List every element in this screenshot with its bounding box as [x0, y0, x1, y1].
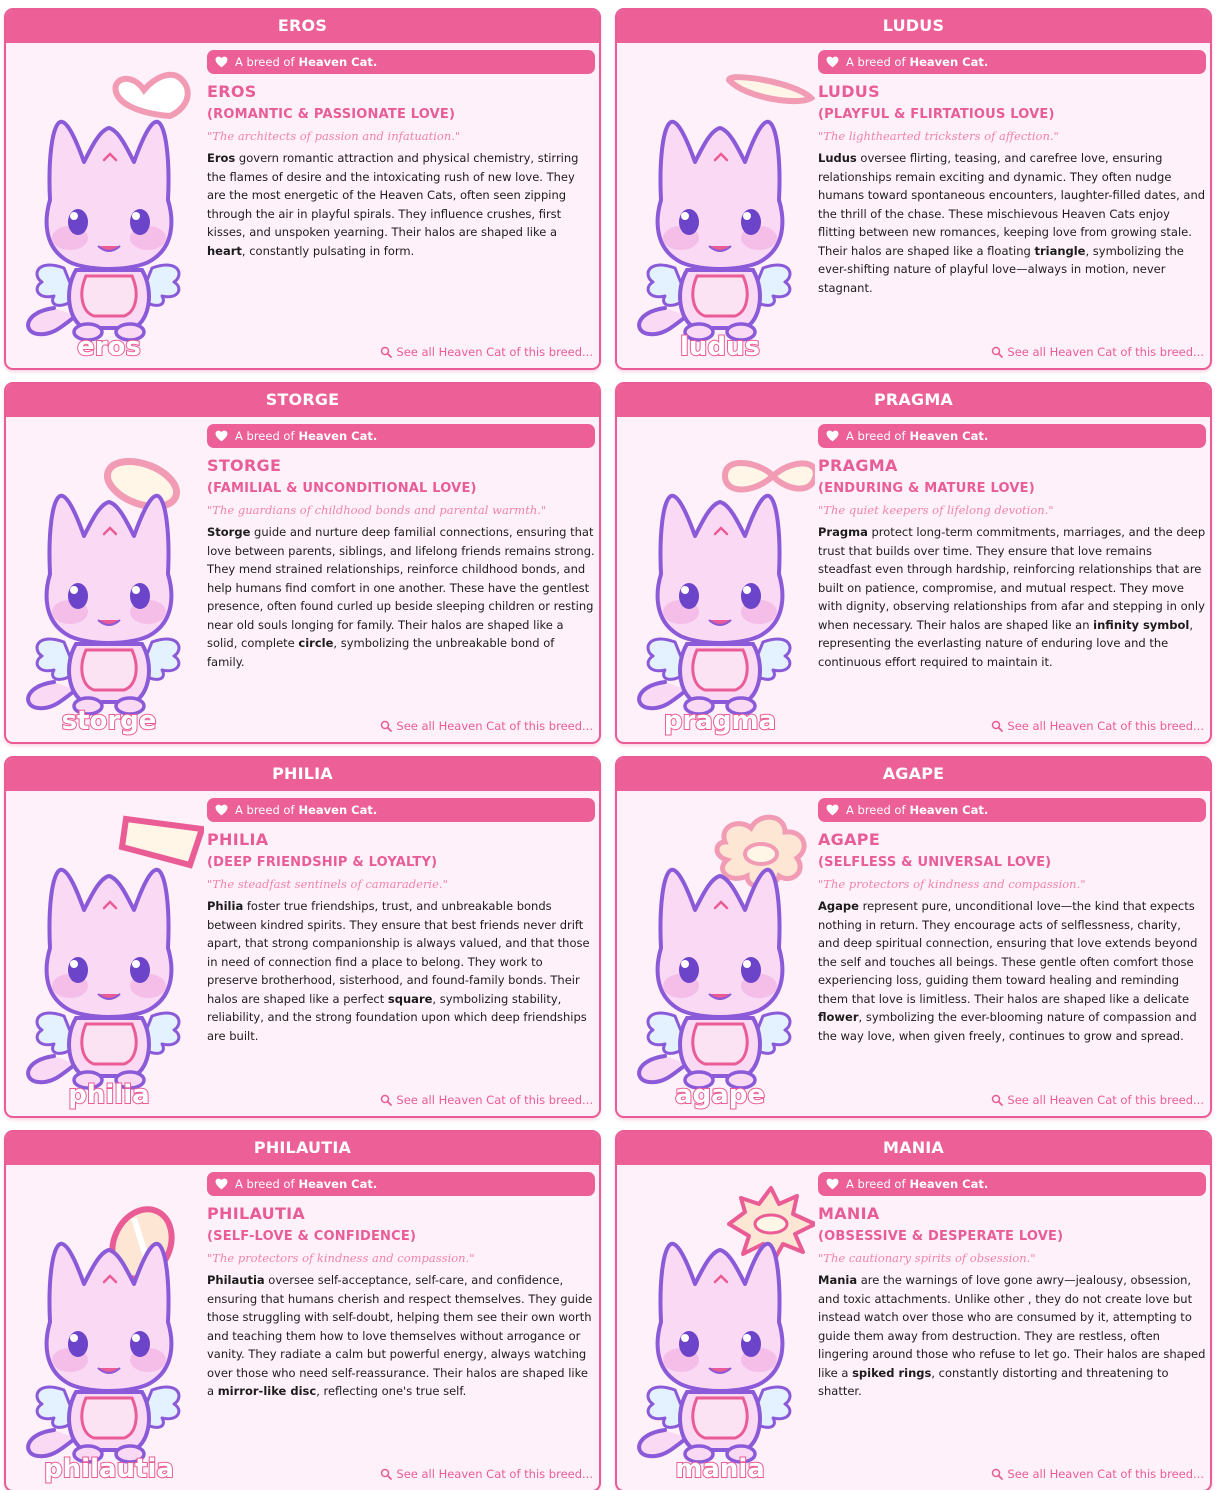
breed-card-storge [4, 382, 601, 744]
breed-card-agape [615, 756, 1212, 1118]
desc-bold-text: Agape [818, 899, 859, 913]
cat-illustration [14, 798, 204, 1118]
breed-card-philia [4, 756, 601, 1118]
breed-description [818, 523, 1206, 671]
breed-badge [207, 424, 595, 448]
breed-name-link[interactable]: Heaven Cat. [909, 55, 989, 69]
cat-name-label: pragma [663, 706, 777, 736]
desc-bold-text: spiked rings [852, 1365, 932, 1380]
breed-quote: "The architects of passion and infatuation." [207, 129, 461, 143]
cat-name-label: ludus [679, 332, 761, 362]
breed-description [207, 897, 595, 1045]
breed-description [818, 897, 1206, 1045]
card-header: PRAGMA [617, 384, 1210, 417]
breed-name-link[interactable]: Heaven Cat. [298, 1177, 378, 1191]
breed-badge [207, 798, 595, 822]
breed-quote: "The steadfast sentinels of camaraderie." [207, 877, 448, 891]
breed-badge [207, 1172, 595, 1196]
breed-description [818, 1271, 1206, 1401]
breed-title: EROS [207, 82, 257, 101]
breed-prefix: A breed of [235, 1177, 295, 1191]
breed-prefix: A breed of [846, 1177, 906, 1191]
cat-name-label: philia [68, 1080, 150, 1110]
breed-prefix: A breed of [846, 55, 906, 69]
breed-prefix: A breed of [846, 429, 906, 443]
see-all-label: See all Heaven Cat of this breed... [396, 345, 593, 359]
breed-name-link[interactable]: Heaven Cat. [298, 429, 378, 443]
desc-text: , symbolizing stability, reliability, and the strong foundation upon which deep friendships are built. [207, 991, 587, 1043]
cat-illustration [625, 1172, 815, 1490]
breed-name-link[interactable]: Heaven Cat. [909, 429, 989, 443]
breed-prefix: A breed of [235, 429, 295, 443]
breed-quote: "The protectors of kindness and compassion." [818, 877, 1086, 891]
heart-icon [826, 56, 839, 68]
breed-description [207, 149, 595, 260]
breed-name-link[interactable]: Heaven Cat. [909, 803, 989, 817]
see-all-label: See all Heaven Cat of this breed... [1007, 1093, 1204, 1107]
desc-bold-text: square [387, 991, 433, 1006]
breed-badge [818, 50, 1206, 74]
search-icon [380, 720, 392, 732]
breed-quote: "The lighthearted tricksters of affection." [818, 129, 1059, 143]
cat-illustration [625, 424, 815, 744]
see-all-label: See all Heaven Cat of this breed... [396, 719, 593, 733]
card-content [818, 424, 1206, 671]
desc-text: represent pure, unconditional love—the kind that expects nothing in return. They encourage acts of selflessness, charity, and deep spiritual connection, ensuring that love extends beyond the self and touches all beings. These gentle often comfort those experiencing loss, guiding them toward healing and reminding them that love is limitless. Their halos are shaped like a delicate [818, 899, 1198, 1006]
breed-card-eros [4, 8, 601, 370]
desc-bold-text: heart [207, 243, 242, 258]
breed-name-link[interactable]: Heaven Cat. [298, 803, 378, 817]
breed-subtitle: (FAMILIAL & UNCONDITIONAL LOVE) [207, 481, 477, 496]
breed-name-link[interactable]: Heaven Cat. [909, 1177, 989, 1191]
breed-title: PRAGMA [818, 456, 898, 475]
desc-text: , representing the everlasting nature of enduring love and the continuous effort required to maintain it. [818, 617, 1194, 669]
heart-icon [215, 56, 228, 68]
desc-text: govern romantic attraction and physical chemistry, stirring the flames of desire and the intoxicating rush of new love. They are the most energetic of the Heaven Cats, often seen zipping through the air in playful spirals. They influence crushes, first kisses, and unspoken yearning. Their halos are shaped like a [207, 151, 579, 239]
search-icon [991, 1468, 1003, 1480]
see-all-link[interactable] [991, 1467, 1204, 1481]
search-icon [991, 1094, 1003, 1106]
triangle-halo-icon [729, 77, 811, 101]
square-halo-icon [122, 819, 202, 865]
see-all-link[interactable] [991, 1093, 1204, 1107]
breed-description [818, 149, 1206, 297]
card-content [818, 798, 1206, 1045]
breed-card-pragma [615, 382, 1212, 744]
cat-name-label: eros [77, 332, 141, 362]
desc-text: oversee flirting, teasing, and carefree love, ensuring relationships remain exciting and dynamic. They often nudge humans toward spontaneous encounters, laughter-filled dates, and the thrill of the chase. These mischievous Heaven Cats enjoy flitting between new romances, keeping love from growing stale. Their halos are shaped like a floating [818, 151, 1206, 258]
desc-text: oversee self-acceptance, self-care, and confidence, ensuring that humans cherish and respect themselves. They guide those struggling with self-doubt, helping them see their own worth and teaching them how to love themselves without arrogance or vanity. They radiate a calm but powerful energy, always watching over those who need self-reassurance. Their halos are shaped like a [207, 1273, 593, 1398]
breed-subtitle: (ENDURING & MATURE LOVE) [818, 481, 1035, 496]
card-header: LUDUS [617, 10, 1210, 43]
desc-bold-text: Philautia [207, 1273, 265, 1287]
desc-text: guide and nurture deep familial connections, ensuring that love between parents, siblings, and lifelong friends remains strong. They mend strained relationships, reinforce childhood bonds, and help humans find comfort in one another. These have the gentlest presence, often found curled up beside sleeping children or resting near old souls longing for family. Their halos are shaped like a solid, complete [207, 525, 595, 650]
heart-halo-icon [115, 75, 187, 116]
see-all-link[interactable] [380, 1093, 593, 1107]
desc-text: are the warnings of love gone awry—jealousy, obsession, and toxic attachments. Unlike other , they do not create love but instead watch over those who are consumed by it, attempting to guide them away from destruction. They are restless, often lingering around those who refuse to let go. Their halos are shaped like a [818, 1273, 1206, 1380]
cat-icon [625, 798, 815, 1118]
desc-bold-text: Pragma [818, 525, 868, 539]
search-icon [991, 720, 1003, 732]
card-content [818, 50, 1206, 297]
card-header: PHILIA [6, 758, 599, 791]
cat-name-label: philautia [44, 1454, 174, 1484]
cat-illustration [625, 798, 815, 1118]
breed-title: MANIA [818, 1204, 880, 1223]
desc-text: foster true friendships, trust, and unbreakable bonds between kindred spirits. They ensure that best friends never drift apart, that strong companionship is always valued, and that those in need of connection find a place to belong. They work to preserve brotherhood, sisterhood, and found-family bonds. Their halos are shaped like a perfect [207, 899, 590, 1006]
cat-name-label: agape [675, 1080, 765, 1110]
see-all-link[interactable] [380, 1467, 593, 1481]
card-content [207, 424, 595, 671]
breed-card-ludus [615, 8, 1212, 370]
cat-icon [14, 798, 204, 1118]
breed-badge [818, 1172, 1206, 1196]
cat-illustration [14, 50, 204, 370]
desc-bold-text: Storge [207, 525, 251, 539]
breed-name-link[interactable]: Heaven Cat. [298, 55, 378, 69]
heart-icon [215, 1178, 228, 1190]
breed-quote: "The protectors of kindness and compassion." [207, 1251, 475, 1265]
breed-subtitle: (ROMANTIC & PASSIONATE LOVE) [207, 107, 456, 122]
desc-bold-text: Mania [818, 1273, 858, 1287]
see-all-label: See all Heaven Cat of this breed... [1007, 1467, 1204, 1481]
card-header: AGAPE [617, 758, 1210, 791]
search-icon [380, 346, 392, 358]
cat-icon [625, 1172, 815, 1490]
card-header: MANIA [617, 1132, 1210, 1165]
breed-card-mania [615, 1130, 1212, 1490]
desc-bold-text: mirror-like disc [217, 1384, 317, 1398]
desc-text: , constantly distorting and threatening to shatter. [818, 1365, 1169, 1398]
search-icon [991, 346, 1003, 358]
card-content [818, 1172, 1206, 1401]
cat-illustration [14, 424, 204, 744]
card-content [207, 1172, 595, 1401]
desc-text: protect long-term commitments, marriages, and the deep trust that builds over time. They ensure that love remains steadfast even through hardship, reinforcing relationships that are built on patience, compromise, and mutual respect. They move with dignity, observing relationships from afar and stepping in only when necessary. Their halos are shaped like an [818, 525, 1206, 632]
cat-icon [14, 424, 204, 744]
desc-bold-text: infinity symbol [1093, 617, 1190, 632]
see-all-label: See all Heaven Cat of this breed... [1007, 345, 1204, 359]
desc-bold-text: flower [818, 1010, 859, 1024]
desc-text: , constantly pulsating in form. [241, 243, 415, 258]
desc-bold-text: Eros [207, 151, 236, 165]
cat-icon [625, 424, 815, 744]
breed-title: STORGE [207, 456, 282, 475]
heart-icon [826, 430, 839, 442]
cat-illustration [625, 50, 815, 370]
see-all-link[interactable] [380, 719, 593, 733]
card-header: STORGE [6, 384, 599, 417]
breed-title: PHILIA [207, 830, 269, 849]
breed-subtitle: (PLAYFUL & FLIRTATIOUS LOVE) [818, 107, 1055, 122]
card-header: PHILAUTIA [6, 1132, 599, 1165]
see-all-link[interactable] [380, 345, 593, 359]
see-all-label: See all Heaven Cat of this breed... [1007, 719, 1204, 733]
search-icon [380, 1094, 392, 1106]
cat-name-label: mania [675, 1454, 765, 1484]
desc-bold-text: circle [298, 636, 334, 650]
breed-subtitle: (OBSESSIVE & DESPERATE LOVE) [818, 1229, 1064, 1244]
see-all-link[interactable] [991, 719, 1204, 733]
search-icon [380, 1468, 392, 1480]
heart-icon [215, 804, 228, 816]
desc-text: , symbolizing the ever-blooming nature of compassion and the way love, when given freely, continues to grow and spread. [818, 1010, 1197, 1043]
breed-badge [818, 424, 1206, 448]
heart-icon [826, 804, 839, 816]
desc-bold-text: Philia [207, 899, 244, 913]
breed-quote: "The quiet keepers of lifelong devotion." [818, 503, 1054, 517]
see-all-link[interactable] [991, 345, 1204, 359]
breed-description [207, 1271, 595, 1401]
breed-prefix: A breed of [846, 803, 906, 817]
card-header: EROS [6, 10, 599, 43]
breed-quote: "The guardians of childhood bonds and parental warmth." [207, 503, 547, 517]
card-content [207, 50, 595, 260]
desc-text: , symbolizing the unbreakable bond of family. [207, 636, 555, 669]
breed-title: PHILAUTIA [207, 1204, 306, 1223]
heart-icon [826, 1178, 839, 1190]
breed-subtitle: (SELFLESS & UNIVERSAL LOVE) [818, 855, 1052, 870]
breed-subtitle: (SELF-LOVE & CONFIDENCE) [207, 1229, 417, 1244]
see-all-label: See all Heaven Cat of this breed... [396, 1467, 593, 1481]
breed-badge [207, 50, 595, 74]
heart-icon [215, 430, 228, 442]
cat-icon [625, 50, 815, 370]
breed-quote: "The cautionary spirits of obsession." [818, 1251, 1036, 1265]
breed-badge [818, 798, 1206, 822]
desc-bold-text: triangle [1034, 243, 1086, 258]
infinity-halo-icon [725, 463, 815, 490]
breed-title: LUDUS [818, 82, 880, 101]
cat-icon [14, 50, 204, 370]
breed-description [207, 523, 595, 671]
card-content [207, 798, 595, 1045]
cat-illustration [14, 1172, 204, 1490]
desc-text: , symbolizing the ever-shifting nature of playful love—always in motion, never stagnant. [818, 243, 1184, 295]
breed-subtitle: (DEEP FRIENDSHIP & LOYALTY) [207, 855, 438, 870]
breed-prefix: A breed of [235, 803, 295, 817]
breed-card-philautia [4, 1130, 601, 1490]
cat-icon [14, 1172, 204, 1490]
breed-prefix: A breed of [235, 55, 295, 69]
desc-text: , reflecting one's true self. [316, 1384, 467, 1398]
see-all-label: See all Heaven Cat of this breed... [396, 1093, 593, 1107]
breed-title: AGAPE [818, 830, 881, 849]
desc-bold-text: Ludus [818, 151, 857, 165]
cat-name-label: storge [61, 706, 157, 736]
